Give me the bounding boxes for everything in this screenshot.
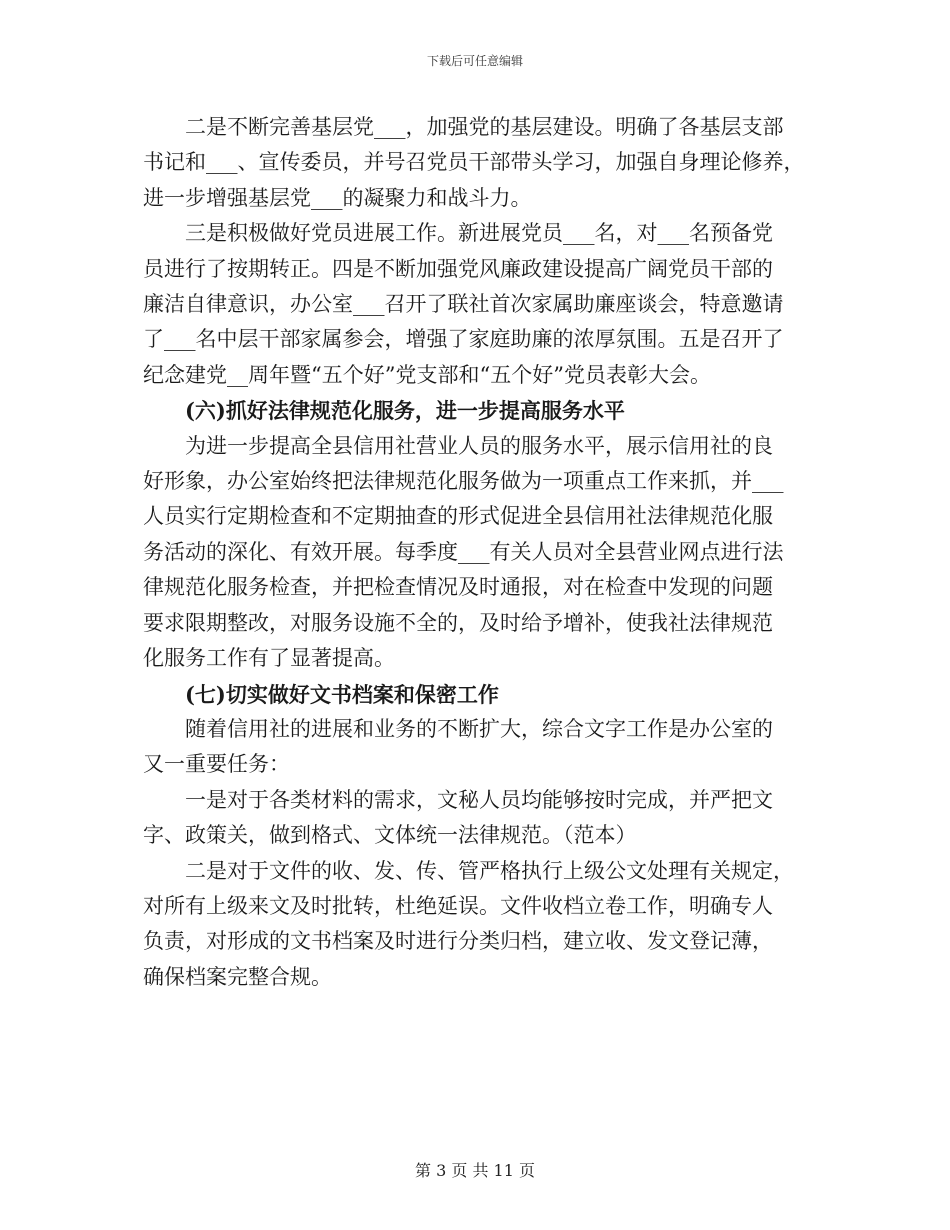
page-header: 下载后可任意编辑	[426, 54, 523, 68]
section-heading-legal-service: (六)抓好法律规范化服务，进一步提高服务水平	[143, 398, 625, 424]
paragraph-party-member-development: 三是积极做好党员进展工作。新进展党员___名，对___名预备党 员进行了按期转正。四是不断加强党风廉政建设提高广阔党员干部的 廉洁自律意识，办公室___召开了联社首次家属助廉座谈会，特意邀请 了___名中层干部家属参会，增强了家庭助廉的浓厚氛围。五是召开了 纪念建党__周年暨“五个好”党支部和“五个好”党员表彰大会。	[143, 221, 784, 387]
paragraph-materials: 一是对于各类材料的需求，文秘人员均能够按时完成，并严把文 字、政策关，做到格式、文体统一法律规范。（范本）	[143, 787, 773, 848]
paragraph-grassroots-party: 二是不断完善基层党___，加强党的基层建设。明确了各基层支部 书记和___、宣传委员，并号召党员干部带头学习，加强自身理论修养， 进一步增强基层党___的凝聚力和战斗力。	[143, 115, 805, 210]
page-number: 第 3 页 共 11 页	[415, 1161, 535, 1180]
paragraph-writing-work: 随着信用社的进展和业务的不断扩大，综合文字工作是办公室的 又一重要任务：	[143, 716, 773, 777]
section-heading-archives: (七)切实做好文书档案和保密工作	[143, 681, 499, 707]
paragraph-service-level: 为进一步提高全县信用社营业人员的服务水平，展示信用社的良 好形象，办公室始终把法律规范化服务做为一项重点工作来抓，并___ 人员实行定期检查和不定期抽查的形式促进全县信用社法律规范化服 务活动的深化、有效开展。每季度___有关人员对全县营业网点进行法 律规范化服务检查，并把检查情况及时通报，对在检查中发现的问题 要求限期整改，对服务设施不全的，及时给予增补，使我社法律规范 化服务工作有了显著提高。	[143, 433, 784, 671]
document-body	[143, 110, 815, 995]
paragraph-document-handling: 二是对于文件的收、发、传、管严格执行上级公文处理有关规定， 对所有上级来文及时批转，杜绝延误。文件收档立卷工作，明确专人 负责，对形成的文书档案及时进行分类归档，建立收、发文登记薄， 确保档案完整合规。	[143, 858, 794, 989]
